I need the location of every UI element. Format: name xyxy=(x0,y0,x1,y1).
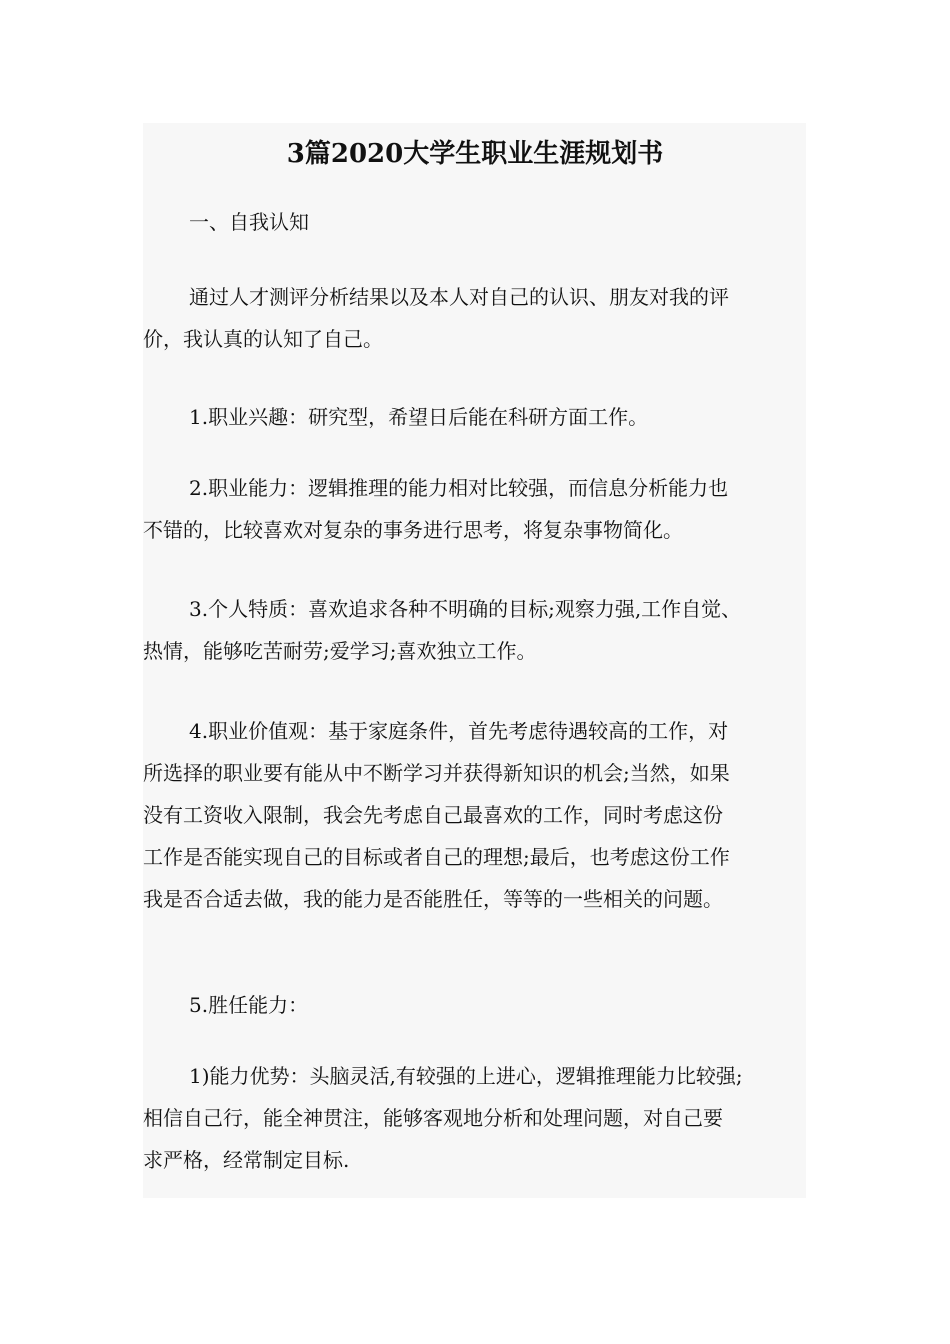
personal-traits-paragraph xyxy=(143,588,811,672)
paragraph-line: 通过人才测评分析结果以及本人对自己的认识、朋友对我的评 xyxy=(189,285,729,309)
paragraph-line: 1)能力优势：头脑灵活,有较强的上进心，逻辑推理能力比较强; xyxy=(189,1064,743,1088)
paragraph-line: 没有工资收入限制，我会先考虑自己最喜欢的工作，同时考虑这份 xyxy=(143,803,723,827)
career-ability-paragraph xyxy=(143,467,811,551)
paragraph-line: 5.胜任能力： xyxy=(189,993,309,1017)
competency-heading xyxy=(143,984,811,1026)
paragraph-line: 1.职业兴趣：研究型，希望日后能在科研方面工作。 xyxy=(189,405,649,429)
paragraph-line: 2.职业能力：逻辑推理的能力相对比较强，而信息分析能力也 xyxy=(189,476,729,500)
intro-paragraph xyxy=(143,276,811,360)
paragraph-line: 工作是否能实现自己的目标或者自己的理想;最后，也考虑这份工作 xyxy=(143,845,730,869)
ability-strengths-paragraph xyxy=(143,1055,811,1181)
paragraph-line: 价，我认真的认知了自己。 xyxy=(143,327,383,351)
section-heading-self-awareness xyxy=(143,201,811,243)
career-interest-paragraph xyxy=(143,396,811,438)
paragraph-line: 我是否合适去做，我的能力是否能胜任，等等的一些相关的问题。 xyxy=(143,887,723,911)
paragraph-line: 4.职业价值观：基于家庭条件，首先考虑待遇较高的工作，对 xyxy=(189,719,729,743)
paragraph-line: 一、自我认知 xyxy=(189,210,309,234)
paragraph-line: 所选择的职业要有能从中不断学习并获得新知识的机会;当然，如果 xyxy=(143,761,730,785)
document-title: 3篇2020大学生职业生涯规划书 xyxy=(286,139,664,169)
paragraph-line: 求严格，经常制定目标. xyxy=(143,1148,350,1172)
paragraph-line: 相信自己行，能全神贯注，能够客观地分析和处理问题，对自己要 xyxy=(143,1106,723,1130)
paragraph-line: 热情，能够吃苦耐劳;爱学习;喜欢独立工作。 xyxy=(143,639,537,663)
paragraph-line: 不错的，比较喜欢对复杂的事务进行思考，将复杂事物简化。 xyxy=(143,518,683,542)
paragraph-line: 3.个人特质：喜欢追求各种不明确的目标;观察力强,工作自觉、 xyxy=(189,597,742,621)
career-values-paragraph xyxy=(143,710,811,920)
